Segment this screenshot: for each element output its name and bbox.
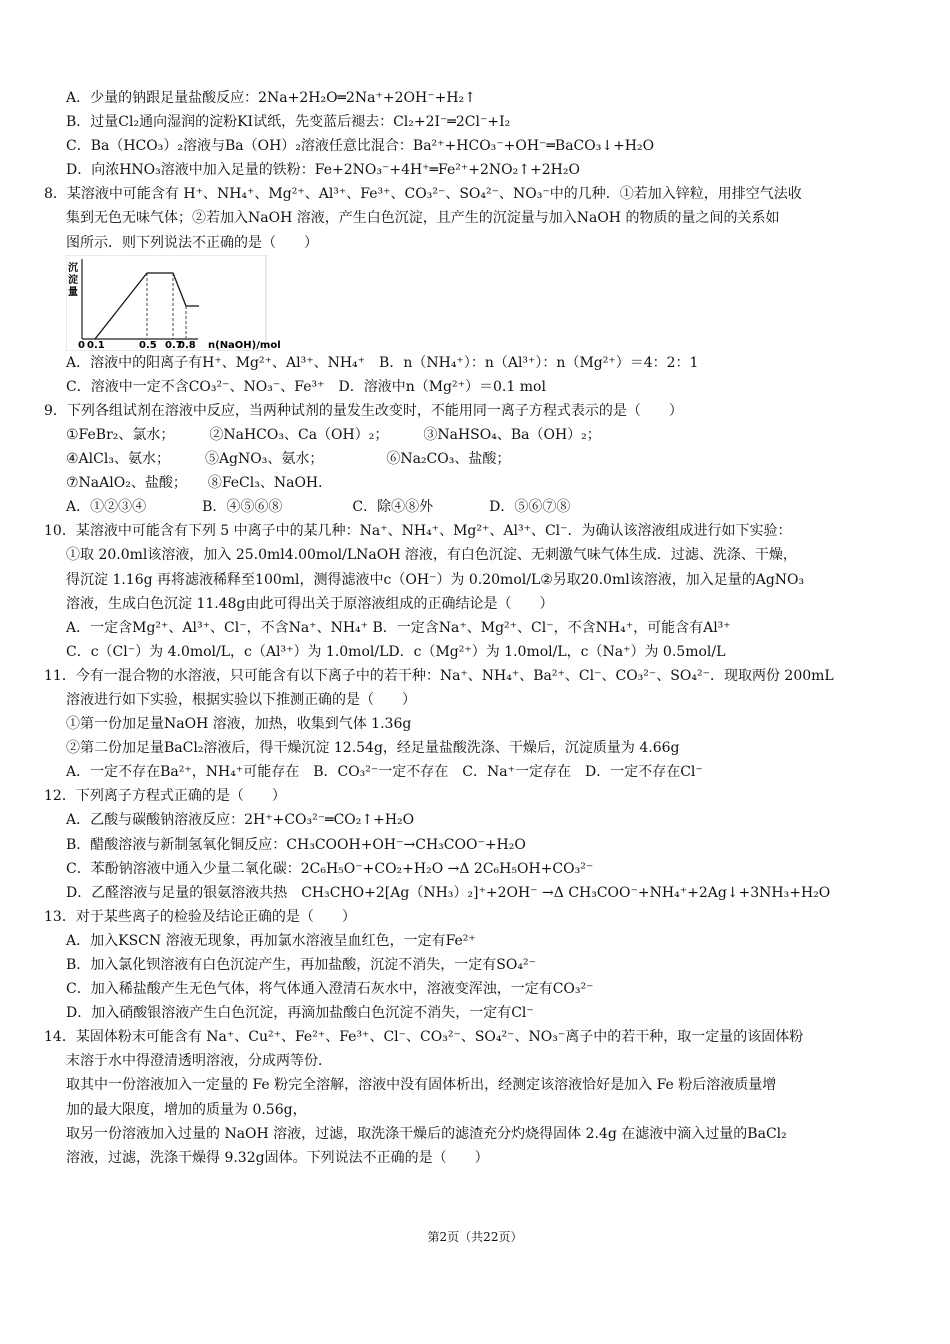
text-line: D．向浓HNO₃溶液中加入足量的铁粉：Fe+2NO₃⁻+4H⁺═Fe²⁺+2NO₂↑+2H₂O [66, 162, 580, 179]
option-line: B．加入氯化钡溶液有白色沉淀产生，再加盐酸，沉淀不消失，一定有SO₄²⁻ [66, 957, 536, 973]
question-13-line: 13．对于某些离子的检验及结论正确的是（ ） [44, 908, 356, 925]
text-line: ②第二份加足量BaCl₂溶液后，得干燥沉淀 12.54g，经足量盐酸洗涤、干燥后，沉淀质量为 4.66g [66, 740, 680, 757]
text-line: 溶液，过滤，洗涤干燥得 9.32g固体。下列说法不正确的是（ ） [66, 1149, 489, 1166]
text-line: C．Ba（HCO₃）₂溶液与Ba（OH）₂溶液任意比混合：Ba²⁺+HCO₃⁻+OH⁻═BaCO₃↓+H₂O [66, 138, 655, 155]
graph-frame [66, 255, 266, 351]
option-line: A．一定含Mg²⁺、Al³⁺、Cl⁻，不含Na⁺、NH₄⁺ B．一定含Na⁺、Mg²⁺、Cl⁻，不含NH₄⁺，可能含有Al³⁺ [66, 619, 731, 636]
option-line: A．溶液中的阳离子有H⁺、Mg²⁺、Al³⁺、NH₄⁺ B．n（NH₄⁺）：n（Al³⁺）：n（Mg²⁺）＝4：2：1 [66, 354, 699, 371]
option-line: A．乙酸与碳酸钠溶液反应：2H⁺+CO₃²⁻═CO₂↑+H₂O [66, 812, 415, 829]
y-axis-label-1: 沉 [68, 262, 78, 274]
document-content [44, 86, 910, 1170]
option-line: D．乙醛溶液与足量的银氨溶液共热 CH₃CHO+2[Ag（NH₃）₂]⁺+2OH⁻ →Δ CH₃COO⁻+NH₄⁺+2Ag↓+3NH₃+H₂O [66, 884, 831, 901]
text-line: 图所示．则下列说法不正确的是（ ） [66, 234, 318, 251]
text-line: B．过量Cl₂通向湿润的淀粉KI试纸，先变蓝后褪去：Cl₂+2I⁻═2Cl⁻+I₂ [66, 114, 511, 131]
y-axis-label-3: 量 [68, 286, 78, 298]
question-9-line: 9．下列各组试剂在溶液中反应，当两种试剂的量发生改变时，不能用同一离子方程式表示的是（ ） [44, 402, 683, 419]
x-tick-label: 0.1 [87, 339, 105, 351]
option-line: C．c（Cl⁻）为 4.0mol/L，c（Al³⁺）为 1.0mol/LD．c（Mg²⁺）为 1.0mol/L，c（Na⁺）为 0.5mol/L [66, 643, 726, 660]
option-line: B．醋酸溶液与新制氢氧化铜反应：CH₃COOH+OH⁻→CH₃COO⁻+H₂O [66, 836, 526, 853]
reagent-line: ⑦NaAlO₂、盐酸； ⑧FeCl₃、NaOH． [66, 475, 333, 492]
question-10-line: 10．某溶液中可能含有下列 5 中离子中的某几种：Na⁺、NH₄⁺、Mg²⁺、Al³⁺、Cl⁻．为确认该溶液组成进行如下实验： [44, 523, 792, 540]
question-14-line: 14．某固体粉末可能含有 Na⁺、Cu²⁺、Fe²⁺、Fe³⁺、Cl⁻、CO₃²⁻、SO₄²⁻、NO₃⁻离子中的若干种，取一定量的该固体粉 [44, 1029, 804, 1046]
graph-svg [66, 255, 326, 351]
text-line: 溶液，生成白色沉淀 11.48g由此可得出关于原溶液组成的正确结论是（ ） [66, 595, 554, 612]
option-line: C．加入稀盐酸产生无色气体，将气体通入澄清石灰水中，溶液变浑浊，一定有CO₃²⁻ [66, 981, 594, 998]
option-line: A．①②③④ B．④⑤⑥⑧ C．除④⑧外 D．⑤⑥⑦⑧ [66, 499, 571, 516]
option-line: C．苯酚钠溶液中通入少量二氧化碳：2C₆H₅O⁻+CO₂+H₂O →Δ 2C₆H₅OH+CO₃²⁻ [66, 860, 594, 877]
text-line: 取其中一份溶液加入一定量的 Fe 粉完全溶解，溶液中没有固体析出，经测定该溶液恰好是加入 Fe 粉后溶液质量增 [66, 1077, 777, 1094]
option-line: D．加入硝酸银溶液产生白色沉淀，再滴加盐酸白色沉淀不消失，一定有Cl⁻ [66, 1005, 534, 1022]
question-8-line: 8．某溶液中可能含有 H⁺、NH₄⁺、Mg²⁺、Al³⁺、Fe³⁺、CO₃²⁻、SO₄²⁻、NO₃⁻中的几种．①若加入锌粒，用排空气法收 [44, 186, 802, 203]
reagent-line: ①FeBr₂、氯水； ②NaHCO₃、Ca（OH）₂； ③NaHSO₄、Ba（OH）₂； [66, 426, 601, 443]
x-tick-label: 0.5 [139, 339, 157, 351]
text-line: 溶液进行如下实验，根据实验以下推测正确的是（ ） [66, 691, 416, 708]
text-line: ①取 20.0ml该溶液，加入 25.0ml4.00mol/LNaOH 溶液，有白色沉淀、无刺激气味气体生成．过滤、洗涤、干燥， [66, 547, 797, 564]
text-line: 得沉淀 1.16g 再将滤液稀释至100ml，测得滤液中c（OH⁻）为 0.20mol/L②另取20.0ml该溶液，加入足量的AgNO₃ [66, 571, 805, 588]
x-tick-label: 0.8 [178, 339, 196, 351]
reagent-line: ④AlCl₃、氨水； ⑤AgNO₃、氨水； ⑥Na₂CO₃、盐酸； [66, 451, 511, 468]
option-line: C．溶液中一定不含CO₃²⁻、NO₃⁻、Fe³⁺ D．溶液中n（Mg²⁺）＝0.1 mol [66, 378, 546, 395]
text-line: 加的最大限度，增加的质量为 0.56g， [66, 1101, 307, 1118]
text-line: 末溶于水中得澄清透明溶液，分成两等份． [66, 1053, 332, 1070]
x-tick-label: 0.7 [165, 339, 183, 351]
x-axis-label: n(NaOH)/mol [208, 339, 281, 351]
option-line: A．一定不存在Ba²⁺，NH₄⁺可能存在 B．CO₃²⁻一定不存在 C．Na⁺一定存在 D．一定不存在Cl⁻ [66, 764, 703, 781]
precipitate-graph [66, 255, 326, 351]
question-12-line: 12．下列离子方程式正确的是（ ） [44, 788, 286, 805]
question-11-line: 11．今有一混合物的水溶液，只可能含有以下离子中的若干种：Na⁺、NH₄⁺、Ba²⁺、Cl⁻、CO₃²⁻、SO₄²⁻．现取两份 200mL [44, 667, 834, 684]
text-line: 取另一份溶液加入过量的 NaOH 溶液，过滤，取洗涤干燥后的滤渣充分灼烧得固体 2.4g 在滤液中滴入过量的BaCl₂ [66, 1125, 787, 1142]
y-axis-label-2: 淀 [68, 274, 78, 286]
page-footer: 第2页（共22页） [427, 1230, 523, 1244]
x-tick-label: 0 [78, 339, 85, 351]
text-line: A．少量的钠跟足量盐酸反应：2Na+2H₂O═2Na⁺+2OH⁻+H₂↑ [66, 90, 476, 106]
text-line: ①第一份加足量NaOH 溶液，加热，收集到气体 1.36g [66, 716, 412, 733]
option-line: A．加入KSCN 溶液无现象，再加氯水溶液呈血红色，一定有Fe²⁺ [66, 932, 476, 949]
text-line: 集到无色无味气体；②若加入NaOH 溶液，产生白色沉淀，且产生的沉淀量与加入NaOH 的物质的量之间的关系如 [66, 210, 780, 227]
